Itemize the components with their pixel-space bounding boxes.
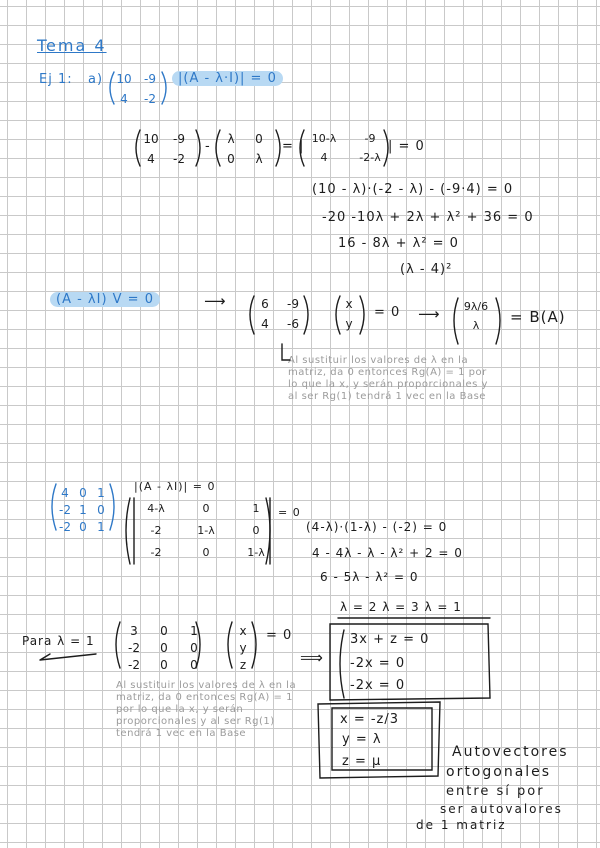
- solution-inner-box: [332, 708, 432, 770]
- equals-det-open: = |: [282, 139, 305, 154]
- solution-box: [318, 702, 440, 778]
- matrix-cell: 10-λ: [311, 132, 337, 145]
- solution-y: y = λ: [342, 732, 382, 747]
- bracket: [110, 72, 114, 104]
- bracket: [384, 130, 388, 166]
- exercise-part: a): [88, 72, 104, 87]
- matrix-cell: 4: [61, 486, 69, 500]
- matrix-cell: 10: [143, 132, 159, 146]
- annotation-pointer: [282, 344, 290, 360]
- matrix-cell: -2: [128, 641, 140, 655]
- matrix-cell: 6: [261, 297, 269, 311]
- matrix-cell: -2: [173, 152, 185, 166]
- bracket: [110, 484, 114, 530]
- equals-zero: = 0: [266, 628, 293, 643]
- matrix-cell: 0: [252, 524, 260, 537]
- det-equals-zero: | = 0: [388, 139, 425, 154]
- matrix-cell: 4: [147, 152, 155, 166]
- matrix-cell: -2: [150, 524, 162, 537]
- bracket: [304, 296, 308, 334]
- conclusion-line-3: entre sí por: [446, 784, 545, 799]
- system-eq-2: -2x = 0: [350, 656, 406, 671]
- matrix-cell: -2-λ: [359, 151, 381, 164]
- lambda-1-label: Para λ = 1: [22, 634, 95, 648]
- matrix-cell: 0: [255, 132, 263, 146]
- bracket: [496, 298, 500, 344]
- expansion-step-2: -20 -10λ + 2λ + λ² + 36 = 0: [322, 210, 534, 225]
- annotation-note: Al sustituir los valores de λ en la matriz, da 0 entonces Rg(A) = 1 por lo que la x, y serán proporcionales y al ser Rg(1) tendrá 1 vec en la Base: [288, 355, 488, 402]
- bracket: [454, 298, 458, 344]
- matrix-cell: 0: [97, 503, 105, 517]
- det-equals-zero: = 0: [278, 506, 301, 519]
- bracket: [216, 130, 220, 166]
- matrix-cell: -9: [287, 297, 299, 311]
- highlighted-equation: (A - λI) V = 0: [50, 292, 160, 307]
- matrix-cell: -9: [364, 132, 376, 145]
- bracket: [276, 130, 280, 166]
- bracket: [126, 498, 130, 564]
- matrix-cell: 0: [227, 152, 235, 166]
- system-eq-3: -2x = 0: [350, 678, 406, 693]
- matrix-cell: 4-λ: [147, 502, 165, 515]
- expansion-step-3: 6 - 5λ - λ² = 0: [320, 570, 419, 584]
- vector-cell: z: [239, 658, 247, 672]
- matrix-cell: 4: [320, 151, 328, 164]
- bracket: [250, 296, 254, 334]
- matrix-cell: λ: [227, 132, 235, 146]
- matrix-cell: 0: [190, 641, 198, 655]
- bracket: [300, 130, 304, 166]
- bracket: [228, 622, 232, 668]
- matrix-cell: -2: [150, 546, 162, 559]
- vector-cell: x: [345, 297, 353, 311]
- matrix-cell: 10: [116, 72, 132, 86]
- expansion-step-1: (4-λ)·(1-λ) - (-2) = 0: [306, 520, 448, 534]
- exercise-label: Ej 1:: [39, 72, 73, 87]
- bracket: [336, 296, 340, 334]
- matrix-cell: -9: [144, 72, 156, 86]
- matrix-cell: 0: [79, 486, 87, 500]
- matrix-cell: 3: [130, 624, 138, 638]
- bracket: [360, 296, 364, 334]
- matrix-cell: -2: [59, 520, 71, 534]
- matrix-cell: 1-λ: [247, 546, 265, 559]
- bracket: [52, 484, 56, 530]
- conclusion-line-1: Autovectores: [452, 744, 569, 760]
- arrow-right: ⟶: [418, 305, 441, 323]
- vector-cell: y: [345, 317, 353, 331]
- matrix-cell: -6: [287, 317, 299, 331]
- matrix-cell: -2: [128, 658, 140, 672]
- system-box: [330, 624, 490, 700]
- vector-cell: y: [239, 641, 247, 655]
- minus-sign: -: [205, 139, 211, 154]
- implies-arrow: ⟹: [300, 648, 324, 667]
- equals-zero: = 0: [374, 305, 401, 320]
- bracket: [196, 130, 200, 166]
- matrix-cell: 1: [252, 502, 260, 515]
- expansion-step-3: 16 - 8λ + λ² = 0: [338, 236, 459, 251]
- bracket: [116, 622, 120, 668]
- vector-cell: 9λ/6: [463, 300, 489, 313]
- matrix-cell: 4: [261, 317, 269, 331]
- characteristic-equation-2: |(A - λI)| = 0: [134, 480, 216, 493]
- system-eq-1: 3x + z = 0: [350, 632, 430, 647]
- bracket: [252, 622, 256, 668]
- solution-x: x = -z/3: [340, 712, 400, 727]
- page-title: Tema 4: [37, 36, 107, 55]
- expansion-step-2: 4 - 4λ - λ - λ² + 2 = 0: [312, 546, 463, 560]
- matrix-cell: 4: [120, 92, 128, 106]
- conclusion-line-4: ser autovalores: [440, 802, 563, 816]
- matrix-cell: 1-λ: [197, 524, 215, 537]
- matrix-cell: 0: [160, 658, 168, 672]
- highlighted-equation: |(A - λ·I)| = 0: [172, 71, 283, 86]
- vector-cell: x: [239, 624, 247, 638]
- matrix-cell: 1: [79, 503, 87, 517]
- matrix-cell: 0: [160, 641, 168, 655]
- conclusion-line-5: de 1 matriz: [416, 818, 507, 832]
- bracket: [340, 630, 344, 698]
- vector-cell: λ: [472, 319, 480, 332]
- solution-z: z = μ: [342, 754, 382, 769]
- expansion-step-1: (10 - λ)·(-2 - λ) - (-9·4) = 0: [312, 182, 514, 197]
- matrix-cell: λ: [255, 152, 263, 166]
- arrow-right: ⟶: [204, 292, 227, 310]
- matrix-cell: -2: [144, 92, 156, 106]
- matrix-cell: -9: [173, 132, 185, 146]
- bracket: [162, 72, 166, 104]
- matrix-cell: 1: [97, 520, 105, 534]
- eigenvalue-roots: λ = 2 λ = 3 λ = 1: [340, 600, 462, 614]
- matrix-cell: 0: [202, 502, 210, 515]
- matrix-cell: 1: [97, 486, 105, 500]
- matrix-cell: 1: [190, 624, 198, 638]
- annotation-note: Al sustituir los valores de λ en la matriz, da 0 entonces Rg(A) = 1 por lo que la x, y serán proporcionales y al ser Rg(1) tendrá 1 vec en la Base: [116, 680, 297, 739]
- matrix-cell: 0: [160, 624, 168, 638]
- basis-label: = B(A): [510, 308, 566, 326]
- conclusion-line-2: ortogonales: [446, 764, 552, 780]
- matrix-cell: 0: [79, 520, 87, 534]
- expansion-step-4: (λ - 4)²: [400, 262, 453, 277]
- arrow-stroke: [40, 654, 96, 660]
- bracket: [196, 622, 200, 668]
- bracket: [136, 130, 140, 166]
- matrix-cell: 0: [202, 546, 210, 559]
- matrix-cell: -2: [59, 503, 71, 517]
- matrix-cell: 0: [190, 658, 198, 672]
